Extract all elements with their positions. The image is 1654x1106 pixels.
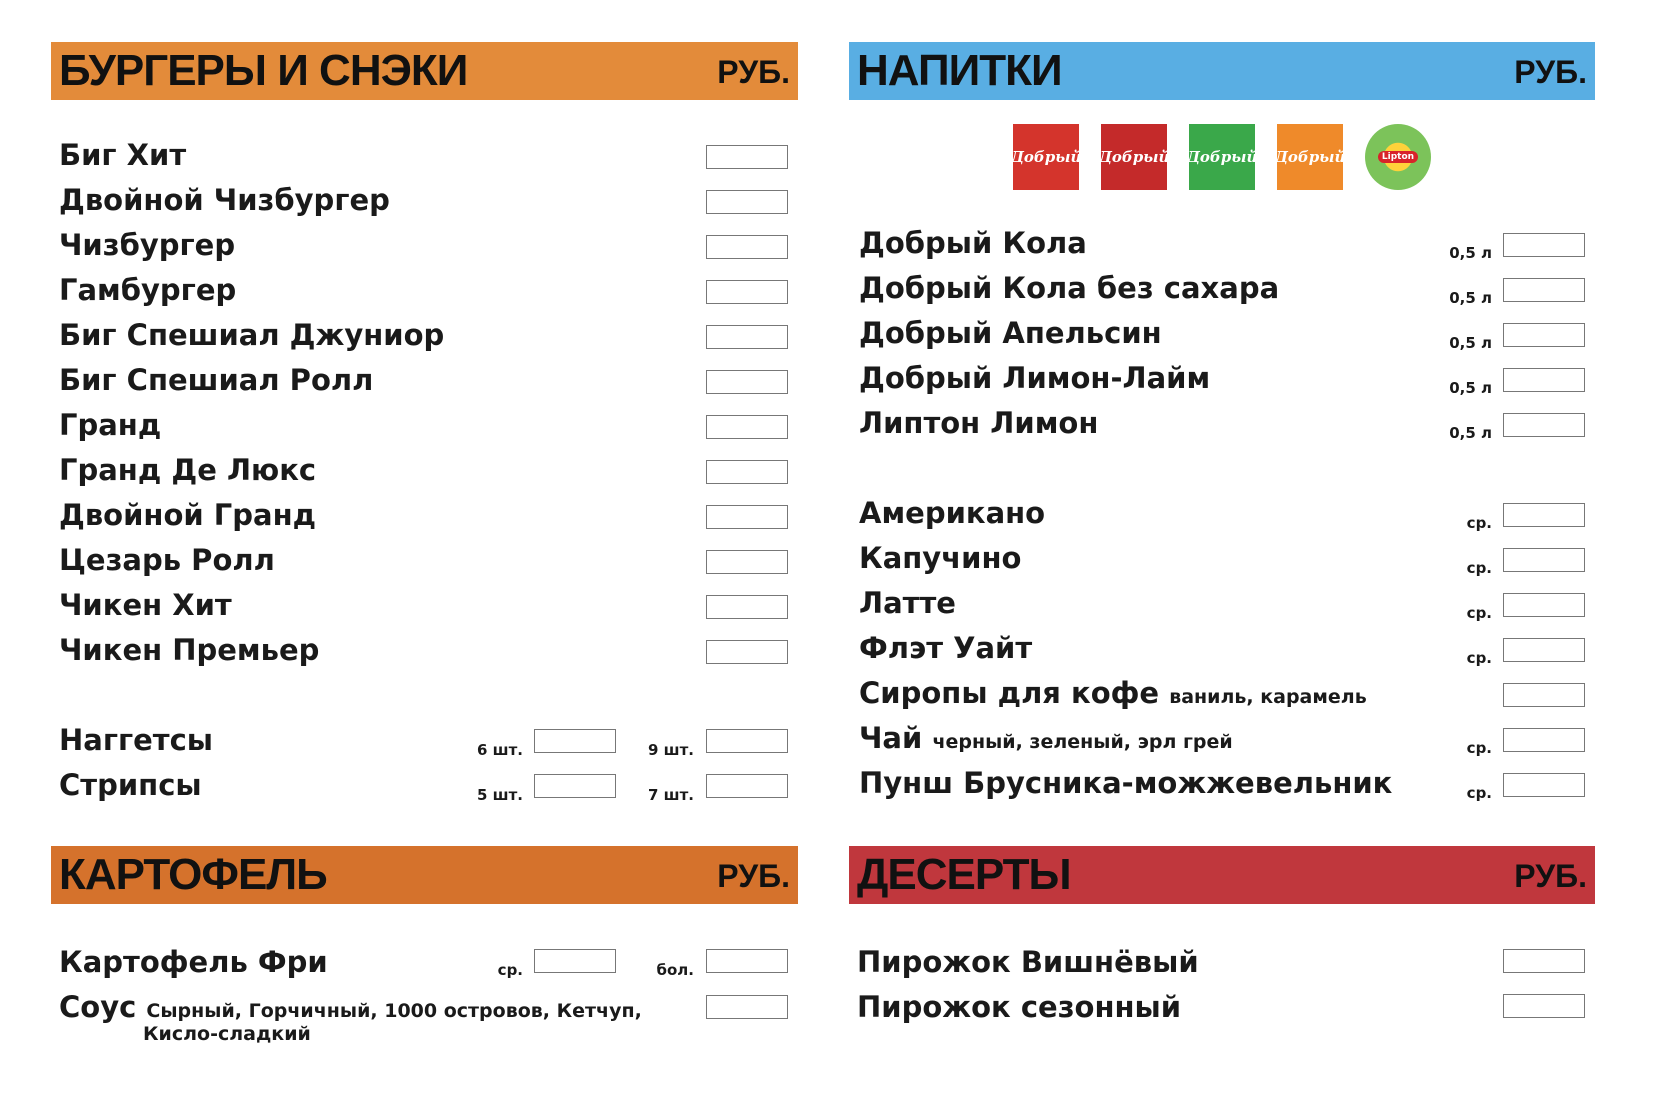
snack-large-price[interactable] <box>706 774 788 798</box>
lipton-logo <box>1365 124 1431 190</box>
fries-item: Картофель Фри <box>59 945 328 979</box>
drinks-currency: РУБ. <box>1514 54 1587 90</box>
drink-name: Латте <box>859 586 956 620</box>
snack-small-price[interactable] <box>534 774 616 798</box>
snack-size-large: 9 шт. <box>648 741 694 759</box>
price-box[interactable] <box>1503 368 1585 392</box>
drink-item <box>859 586 956 620</box>
menu-item: Гамбургер <box>59 273 237 307</box>
price-box[interactable] <box>706 325 788 349</box>
menu-item: Гранд Де Люкс <box>59 453 317 487</box>
drink-note: ваниль, карамель <box>1169 686 1367 708</box>
drink-volume: 0,5 л <box>1449 334 1492 352</box>
snack-item: Стрипсы <box>59 768 202 802</box>
price-box[interactable] <box>706 505 788 529</box>
menu-item: Гранд <box>59 408 162 442</box>
menu-item: Биг Спешиал Ролл <box>59 363 374 397</box>
price-box[interactable] <box>706 280 788 304</box>
drink-name: Сиропы для кофе <box>859 676 1160 710</box>
price-box[interactable] <box>1503 773 1585 797</box>
sauce-note-second-line <box>143 1022 311 1046</box>
drink-size: ср. <box>1466 514 1492 532</box>
dessert-item: Пирожок Вишнёвый <box>857 945 1199 979</box>
dobry-lime-logo: Добрый <box>1189 124 1255 190</box>
fries-title: КАРТОФЕЛЬ <box>59 850 327 899</box>
sauce-note-2: Кисло-сладкий <box>143 1023 311 1045</box>
price-box[interactable] <box>706 595 788 619</box>
drink-volume: 0,5 л <box>1449 244 1492 262</box>
drink-volume: 0,5 л <box>1449 289 1492 307</box>
burgers-header <box>51 42 798 100</box>
fries-large-price[interactable] <box>706 949 788 973</box>
dessert-item: Пирожок сезонный <box>857 990 1182 1024</box>
price-box[interactable] <box>1503 323 1585 347</box>
menu-item: Цезарь Ролл <box>59 543 275 577</box>
fries-currency: РУБ. <box>717 858 790 894</box>
snack-item: Наггетсы <box>59 723 214 757</box>
drinks-header <box>849 42 1595 100</box>
drink-name: Пунш Брусника-можжевельник <box>859 766 1393 800</box>
burgers-title: БУРГЕРЫ И СНЭКИ <box>59 46 468 95</box>
desserts-title: ДЕСЕРТЫ <box>857 850 1071 899</box>
burgers-currency: РУБ. <box>717 54 790 90</box>
snack-size-small: 5 шт. <box>477 786 523 804</box>
drink-item: Добрый Лимон-Лайм <box>859 361 1211 395</box>
drink-size: ср. <box>1466 559 1492 577</box>
price-box[interactable] <box>1503 994 1585 1018</box>
price-box[interactable] <box>1503 683 1585 707</box>
drink-item <box>859 676 1367 714</box>
price-box[interactable] <box>706 145 788 169</box>
snack-small-price[interactable] <box>534 729 616 753</box>
lipton-logo-text: Lipton <box>1378 151 1418 163</box>
drink-note: черный, зеленый, эрл грей <box>932 731 1233 753</box>
drink-item: Добрый Кола <box>859 226 1087 260</box>
menu-item: Чикен Премьер <box>59 633 320 667</box>
drink-volume: 0,5 л <box>1449 424 1492 442</box>
price-box[interactable] <box>706 460 788 484</box>
drink-size: ср. <box>1466 784 1492 802</box>
drink-size: ср. <box>1466 649 1492 667</box>
drink-name: Американо <box>859 496 1046 530</box>
drink-item: Добрый Кола без сахара <box>859 271 1280 305</box>
sauce-note: Сырный, Горчичный, 1000 островов, Кетчуп, <box>146 1000 642 1022</box>
price-box[interactable] <box>1503 548 1585 572</box>
drink-item: Добрый Апельсин <box>859 316 1162 350</box>
price-box[interactable] <box>1503 503 1585 527</box>
snack-size-small: 6 шт. <box>477 741 523 759</box>
dobry-cola-logo: Добрый <box>1013 124 1079 190</box>
price-box[interactable] <box>706 550 788 574</box>
drink-item <box>859 766 1392 800</box>
drinks-title: НАПИТКИ <box>857 46 1062 95</box>
sauce-price[interactable] <box>706 995 788 1019</box>
menu-item: Чикен Хит <box>59 588 232 622</box>
dobry-orange-logo: Добрый <box>1277 124 1343 190</box>
menu-item: Двойной Гранд <box>59 498 317 532</box>
fries-header <box>51 846 798 904</box>
dobry-cola-zero-logo: Добрый <box>1101 124 1167 190</box>
price-box[interactable] <box>1503 728 1585 752</box>
price-box[interactable] <box>1503 278 1585 302</box>
snack-size-large: 7 шт. <box>648 786 694 804</box>
drink-name: Капучино <box>859 541 1022 575</box>
price-box[interactable] <box>706 415 788 439</box>
drink-item <box>859 721 1233 759</box>
price-box[interactable] <box>706 190 788 214</box>
drink-size: ср. <box>1466 604 1492 622</box>
drink-name: Флэт Уайт <box>859 631 1033 665</box>
menu-item: Чизбургер <box>59 228 236 262</box>
price-box[interactable] <box>1503 638 1585 662</box>
drink-item: Липтон Лимон <box>859 406 1099 440</box>
drink-item <box>859 631 1032 665</box>
drink-volume: 0,5 л <box>1449 379 1492 397</box>
price-box[interactable] <box>1503 233 1585 257</box>
price-box[interactable] <box>706 235 788 259</box>
drink-item <box>859 541 1021 575</box>
price-box[interactable] <box>1503 593 1585 617</box>
fries-medium-price[interactable] <box>534 949 616 973</box>
drink-size: ср. <box>1466 739 1492 757</box>
price-box[interactable] <box>1503 413 1585 437</box>
menu-item: Биг Спешиал Джуниор <box>59 318 445 352</box>
price-box[interactable] <box>706 370 788 394</box>
drink-item <box>859 496 1045 530</box>
sauce-name: Соус <box>59 990 137 1024</box>
snack-large-price[interactable] <box>706 729 788 753</box>
menu-item: Двойной Чизбургер <box>59 183 390 217</box>
fries-size-large: бол. <box>656 961 694 979</box>
menu-item: Биг Хит <box>59 138 187 172</box>
desserts-currency: РУБ. <box>1514 858 1587 894</box>
drink-name: Чай <box>859 721 923 755</box>
fries-size-medium: ср. <box>497 961 523 979</box>
price-box[interactable] <box>1503 949 1585 973</box>
desserts-header <box>849 846 1595 904</box>
price-box[interactable] <box>706 640 788 664</box>
